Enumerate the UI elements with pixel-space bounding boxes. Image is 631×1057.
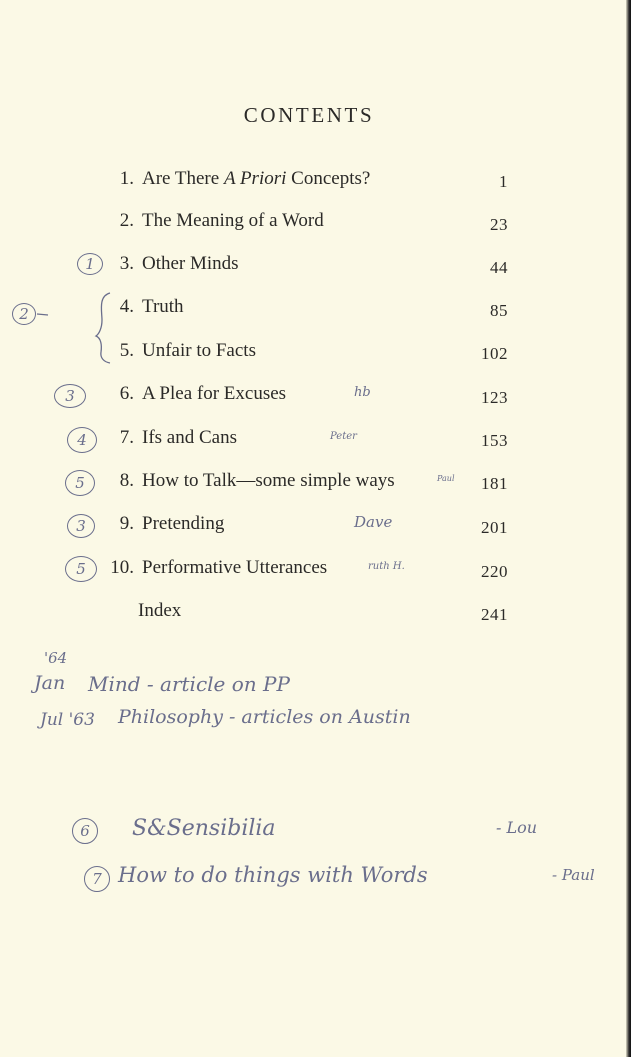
entry-page: 153 (481, 431, 508, 450)
entry-title: How to Talk—some simple ways (142, 470, 395, 491)
entry-page: 102 (481, 344, 508, 363)
entry-number: 7. (119, 427, 134, 448)
entry-number: 10. (110, 557, 134, 578)
circled-number: 5 (65, 556, 97, 582)
entry-number: 8. (119, 470, 134, 491)
note-date: Jan (34, 672, 66, 694)
entry-page: 241 (481, 605, 508, 624)
note-text: Philosophy - articles on Austin (118, 706, 411, 728)
circled-number: 7 (84, 866, 110, 892)
margin-name: hb (354, 385, 371, 400)
entry-title: Performative Utterances (142, 557, 328, 578)
margin-name: Peter (330, 431, 357, 442)
list-item-name: - Paul (552, 866, 595, 884)
circled-number: 3 (67, 514, 95, 538)
entry-title: Truth (142, 296, 184, 317)
entry-number: 6. (119, 383, 134, 404)
circled-number: 5 (65, 470, 95, 496)
entry-page: 123 (481, 388, 508, 407)
entry-number: 4. (119, 296, 134, 317)
note-text: Mind - article on PP (88, 672, 290, 696)
circled-number: 4 (67, 427, 97, 453)
entry-title: Are There A Priori Concepts? (142, 168, 371, 189)
margin-name: ruth H. (368, 561, 405, 572)
entry-page: 23 (490, 215, 508, 234)
entry-page: 85 (490, 301, 508, 320)
entry-title: Index (138, 600, 182, 621)
circled-number: 3 (54, 384, 86, 408)
note-year: '64 (44, 649, 68, 667)
entry-title: Unfair to Facts (142, 340, 256, 361)
entry-page: 181 (481, 474, 508, 493)
entry-title: A Plea for Excuses (142, 383, 287, 404)
entry-number: 5. (119, 340, 134, 361)
note-date: Jul '63 (40, 710, 95, 730)
circled-number: 6 (72, 818, 98, 844)
contents-heading: CONTENTS (243, 103, 375, 127)
list-item-text: How to do things with Words (118, 863, 428, 887)
entry-page: 44 (490, 258, 508, 277)
circled-number: 1 (77, 253, 103, 275)
margin-name: Paul (437, 474, 455, 483)
list-item-text: S&Sensibilia (132, 816, 276, 841)
entry-number: 2. (119, 210, 134, 231)
entry-title: Ifs and Cans (142, 427, 237, 448)
margin-name: Dave (354, 513, 393, 531)
circled-number: 2 (12, 303, 36, 325)
entry-title: The Meaning of a Word (142, 210, 324, 231)
entry-title: Other Minds (142, 253, 239, 274)
entry-number: 1. (119, 168, 134, 189)
entry-page: 220 (481, 562, 508, 581)
list-item-name: - Lou (496, 818, 538, 837)
entry-number: 9. (119, 513, 134, 534)
entry-page: 201 (481, 518, 508, 537)
entry-number: 3. (119, 253, 134, 274)
entry-title: Pretending (142, 513, 225, 534)
entry-page: 1 (499, 172, 508, 191)
